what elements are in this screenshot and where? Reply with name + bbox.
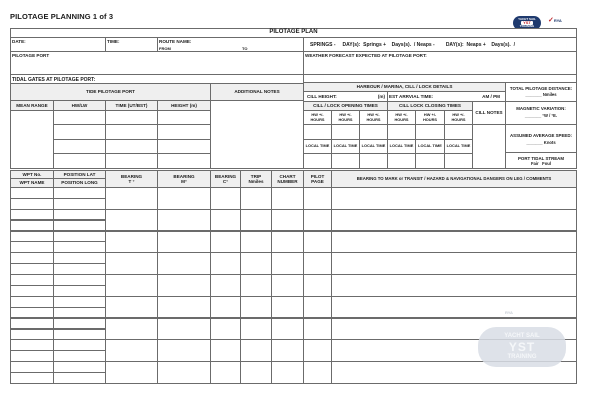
open-hw-1	[303, 110, 332, 125]
cill-height-label: CILL HEIGHT:	[307, 94, 337, 99]
bearing-compass-cell[interactable]	[210, 274, 241, 297]
pilot-page-cell[interactable]	[303, 318, 332, 341]
additional-notes-heading-cell	[210, 83, 304, 101]
col-bearing-compass-unit: C°	[222, 179, 229, 184]
bearing-compass-cell[interactable]	[210, 231, 241, 254]
bearing-compass-cell[interactable]	[210, 296, 241, 319]
col-time-label: TIME (UT/BST)	[115, 102, 148, 108]
col-bearing-magnetic-unit: M°	[181, 179, 187, 184]
close-hw-value-1[interactable]	[387, 124, 416, 140]
bearing-magnetic-cell[interactable]	[157, 187, 211, 210]
trip-cell[interactable]	[240, 361, 272, 384]
chart-number-cell[interactable]	[271, 274, 304, 297]
route-name-field[interactable]	[157, 37, 304, 52]
springs-neaps-label: SPRINGS - DAY(s): Springs + Days(s). / Neaps - DAY(s): Neaps + Days(s). /	[310, 41, 515, 48]
hours-label: HOURS	[366, 116, 381, 122]
bearing-true-cell[interactable]	[105, 252, 158, 275]
close-local-time-3	[444, 139, 473, 154]
chart-number-cell[interactable]	[271, 296, 304, 319]
col-pilot-label: PILOT	[310, 173, 325, 179]
tide-heading-cell	[10, 83, 211, 101]
bearing-compass-cell[interactable]	[210, 252, 241, 275]
watermark-rya-logo: RYA	[505, 310, 513, 315]
col-bearing-true-label: BEARING	[120, 173, 143, 179]
trip-cell[interactable]	[240, 187, 272, 210]
weather-forecast-field[interactable]	[303, 51, 577, 75]
plan-heading: PILOTAGE PLAN	[269, 29, 318, 36]
bearing-true-cell[interactable]	[105, 187, 158, 210]
col-bearing-magnetic	[157, 170, 211, 188]
col-pilot-page	[303, 170, 332, 188]
am-pm-label: AM / PM	[482, 94, 500, 99]
comments-cell[interactable]	[331, 274, 577, 297]
col-bearing-true-unit: T °	[128, 179, 135, 184]
magnetic-variation-unit: _______ °W / °E.	[524, 113, 558, 118]
tide-hwlw-2[interactable]	[53, 124, 106, 140]
comments-cell[interactable]	[331, 187, 577, 210]
total-distance-field[interactable]	[505, 82, 577, 102]
hours-label: HOURS	[451, 116, 466, 122]
col-position-long-label: POSITION LONG	[61, 180, 98, 186]
col-chart-number-label: NUMBER	[277, 179, 298, 184]
bearing-true-cell[interactable]	[105, 296, 158, 319]
bearing-true-cell[interactable]	[105, 209, 158, 232]
yst-logo-mid-text: YST	[523, 19, 531, 25]
pilot-page-cell[interactable]	[303, 209, 332, 232]
col-wpt-name-label: WPT NAME	[19, 180, 45, 186]
tide-time-3[interactable]	[105, 139, 158, 154]
closing-times-heading: CILL LOCK CLOSING TIMES	[399, 103, 461, 109]
bearing-compass-cell[interactable]	[210, 339, 241, 362]
trip-cell[interactable]	[240, 296, 272, 319]
hours-label: HOURS	[394, 116, 409, 122]
hw-label: HW +/-	[367, 111, 380, 117]
yst-logo-top-text: YACHT SAIL	[518, 16, 536, 21]
hours-label: HOURS	[338, 116, 353, 122]
average-speed-field[interactable]	[505, 124, 577, 153]
col-position-lat-label: POSITION LAT	[63, 171, 96, 177]
tide-time-1[interactable]	[105, 110, 158, 125]
rya-tick-icon: ✓	[548, 17, 554, 24]
col-hw-lw-label: HW/LW	[71, 102, 88, 108]
bearing-true-cell[interactable]	[105, 339, 158, 362]
cill-height-unit: (m)	[377, 94, 385, 99]
from-label: FROM	[159, 45, 171, 51]
col-mean-range-label: MEAN RANGE	[16, 102, 48, 108]
tide-hwlw-1[interactable]	[53, 110, 106, 125]
watermark-top-text: YACHT SAIL	[504, 332, 540, 339]
tide-time-4[interactable]	[105, 153, 158, 169]
open-hw-value-3[interactable]	[359, 124, 388, 140]
opening-times-heading: CILL / LOCK OPENING TIMES	[313, 103, 378, 109]
close-hw-1	[387, 110, 416, 125]
yst-logo-bottom-text: TRAINING	[519, 24, 535, 29]
col-chart-number	[271, 170, 304, 188]
page-title: PILOTAGE PLANNING 1 of 3	[10, 12, 114, 21]
watermark-mid-text: YST	[508, 339, 536, 354]
port-tidal-stream-options: Fair Foul	[530, 161, 551, 166]
close-local-time-2	[415, 139, 445, 154]
bearing-true-cell[interactable]	[105, 274, 158, 297]
bearing-compass-cell[interactable]	[210, 361, 241, 384]
pilot-page-cell[interactable]	[303, 252, 332, 275]
trip-cell[interactable]	[240, 318, 272, 341]
open-hw-value-1[interactable]	[303, 124, 332, 140]
comments-cell[interactable]	[331, 296, 577, 319]
open-local-time-1	[303, 139, 332, 154]
tide-height-1[interactable]	[157, 110, 211, 125]
close-local-value-1[interactable]	[387, 153, 416, 169]
comments-cell[interactable]	[331, 252, 577, 275]
trip-cell[interactable]	[240, 339, 272, 362]
hours-label: HOURS	[422, 116, 438, 122]
col-trip-label: TRIP	[250, 173, 262, 179]
date-field[interactable]	[10, 37, 106, 52]
average-speed-label: ASSUMED AVERAGE SPEED:	[510, 133, 572, 138]
bearing-compass-cell[interactable]	[210, 318, 241, 341]
tidal-gates-label: TIDAL GATES AT PILOTAGE PORT:	[12, 76, 96, 83]
springs-neaps-field[interactable]	[303, 37, 577, 52]
comments-cell[interactable]	[331, 209, 577, 232]
pilot-page-cell[interactable]	[303, 361, 332, 384]
cill-notes-field[interactable]	[472, 124, 506, 169]
open-hw-value-2[interactable]	[331, 124, 360, 140]
bearing-magnetic-cell[interactable]	[157, 274, 211, 297]
to-label: TO	[242, 45, 248, 51]
average-speed-unit: _______ Knots	[526, 140, 556, 145]
bearing-compass-cell[interactable]	[210, 209, 241, 232]
comments-cell[interactable]	[331, 231, 577, 254]
open-hw-3	[359, 110, 388, 125]
rya-logo-text: RYA	[553, 18, 562, 23]
pilot-page-cell[interactable]	[303, 296, 332, 319]
tide-hwlw-4[interactable]	[53, 153, 106, 169]
pilotage-port-field[interactable]	[10, 51, 304, 75]
close-hw-2	[415, 110, 445, 125]
est-arrival-label: EST ARRVIAL TIME:	[389, 94, 434, 99]
trip-cell[interactable]	[240, 209, 272, 232]
bearing-magnetic-cell[interactable]	[157, 361, 211, 384]
local-time-label: LOCAL TIME	[305, 143, 330, 149]
col-pilot-page-label: PAGE	[311, 179, 324, 184]
hours-label: HOURS	[310, 116, 325, 122]
chart-number-cell[interactable]	[271, 187, 304, 210]
rya-logo	[548, 16, 562, 24]
harbour-heading: HARBOUR / MARINA, CILL / LOCK DETAILS	[356, 84, 453, 90]
tide-height-3[interactable]	[157, 139, 211, 154]
weather-forecast-label: WEATHER FORECAST EXPECTED AT PILOTAGE PORT:	[305, 53, 427, 58]
chart-number-cell[interactable]	[271, 252, 304, 275]
col-trip-unit: Nmiles	[248, 179, 264, 184]
chart-number-cell[interactable]	[271, 318, 304, 341]
col-chart-label: CHART	[279, 173, 296, 179]
open-local-value-1[interactable]	[303, 153, 332, 169]
bearing-magnetic-cell[interactable]	[157, 231, 211, 254]
watermark-logo	[478, 327, 566, 367]
bearing-true-cell[interactable]	[105, 361, 158, 384]
bearing-true-cell[interactable]	[105, 231, 158, 254]
time-label: TIME:	[107, 39, 120, 44]
col-wpt-no-label: WPT No.	[22, 171, 42, 177]
pilot-page-cell[interactable]	[303, 339, 332, 362]
local-time-label: LOCAL TIME	[361, 143, 386, 149]
pilot-page-cell[interactable]	[303, 187, 332, 210]
open-local-time-3	[359, 139, 388, 154]
cill-notes-heading: CILL NOTES	[475, 110, 503, 116]
time-field[interactable]	[105, 37, 158, 52]
bearing-magnetic-cell[interactable]	[157, 318, 211, 341]
tide-height-2[interactable]	[157, 124, 211, 140]
pilot-page-cell[interactable]	[303, 231, 332, 254]
pilotage-port-label: PILOTAGE PORT	[12, 53, 50, 58]
watermark-bottom-text: TRAINING	[507, 354, 537, 361]
open-local-value-3[interactable]	[359, 153, 388, 169]
pilot-page-cell[interactable]	[303, 274, 332, 297]
bearing-magnetic-cell[interactable]	[157, 296, 211, 319]
open-local-time-2	[331, 139, 360, 154]
port-tidal-stream-field[interactable]	[505, 152, 577, 169]
tide-height-4[interactable]	[157, 153, 211, 169]
hw-label: HW +/-	[423, 111, 437, 117]
chart-number-cell[interactable]	[271, 209, 304, 232]
col-comments-label: BEARING TO MARK or TRANSIT / HAZARD & NAVIGATIONAL DANGERS ON LEG / COMMENTS	[356, 176, 552, 182]
route-name-label: ROUTE NAME:	[159, 39, 192, 44]
bearing-true-cell[interactable]	[105, 318, 158, 341]
col-comments	[331, 170, 577, 188]
hw-label: HW +/-	[452, 111, 465, 117]
chart-number-cell[interactable]	[271, 339, 304, 362]
local-time-label: LOCAL TIME	[333, 143, 358, 149]
hw-label: HW +/-	[395, 111, 408, 117]
bearing-magnetic-cell[interactable]	[157, 339, 211, 362]
close-hw-value-3[interactable]	[444, 124, 473, 140]
col-bearing-compass	[210, 170, 241, 188]
col-height-label: HEIGHT (m)	[171, 102, 197, 108]
col-trip	[240, 170, 272, 188]
local-time-label: LOCAL TIME	[446, 143, 471, 149]
position-cell[interactable]	[53, 372, 106, 384]
total-distance-unit: _______ Nmiles	[525, 92, 557, 97]
trip-cell[interactable]	[240, 252, 272, 275]
local-time-label: LOCAL TIME	[418, 143, 442, 149]
open-hw-2	[331, 110, 360, 125]
wpt-cell[interactable]	[10, 372, 54, 384]
chart-number-cell[interactable]	[271, 361, 304, 384]
cill-notes-heading-cell	[472, 101, 506, 125]
tide-time-2[interactable]	[105, 124, 158, 140]
close-hw-3	[444, 110, 473, 125]
local-time-label: LOCAL TIME	[389, 143, 414, 149]
total-distance-label: TOTAL PILOTAGE DISTANCE:	[509, 86, 573, 91]
trip-cell[interactable]	[240, 274, 272, 297]
close-local-value-2[interactable]	[415, 153, 445, 169]
close-hw-value-2[interactable]	[415, 124, 445, 140]
bearing-magnetic-cell[interactable]	[157, 209, 211, 232]
chart-number-cell[interactable]	[271, 231, 304, 254]
date-label: DATE:	[12, 39, 26, 44]
col-bearing-magnetic-label: BEARING	[173, 173, 195, 179]
col-bearing-compass-label: BEARING	[214, 173, 237, 179]
mean-range-field[interactable]	[10, 110, 54, 169]
bearing-compass-cell[interactable]	[210, 187, 241, 210]
tide-hwlw-3[interactable]	[53, 139, 106, 154]
hw-label: HW +/-	[339, 111, 352, 117]
tide-heading: TIDE PILOTAGE PORT	[86, 89, 135, 95]
open-local-value-2[interactable]	[331, 153, 360, 169]
bearing-magnetic-cell[interactable]	[157, 252, 211, 275]
trip-cell[interactable]	[240, 231, 272, 254]
magnetic-variation-label: MAGNETIC VARIATION:	[516, 106, 566, 111]
magnetic-variation-field[interactable]	[505, 101, 577, 125]
close-local-time-1	[387, 139, 416, 154]
port-tidal-stream-label: PORT TIDAL STREAM	[517, 155, 565, 161]
additional-notes-field[interactable]	[210, 100, 304, 169]
additional-notes-heading: ADDITIONAL NOTES	[234, 89, 280, 95]
col-bearing-true	[105, 170, 158, 188]
hw-label: HW +/-	[311, 111, 324, 117]
close-local-value-3[interactable]	[444, 153, 473, 169]
